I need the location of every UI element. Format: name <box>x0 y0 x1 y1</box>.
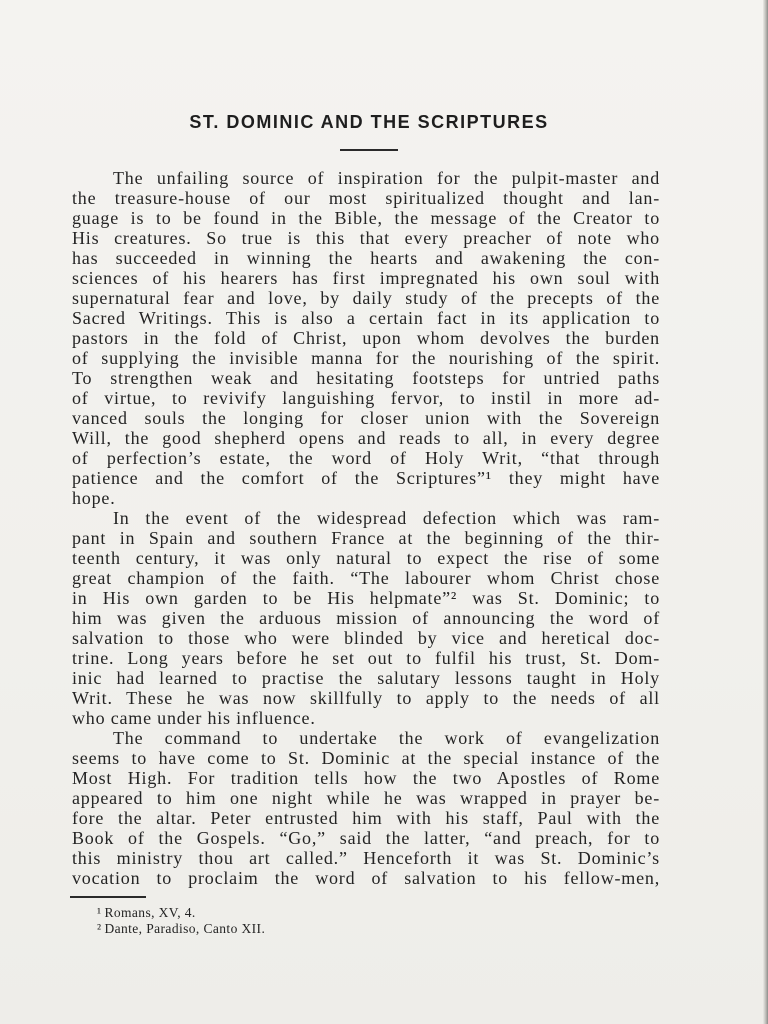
text-line: hope. <box>72 488 116 508</box>
text-line: seems to have come to St. Dominic at the special instance of the <box>72 748 660 768</box>
text-line: vocation to proclaim the word of salvation to his fellow-men, <box>72 868 660 888</box>
text-line: patience and the comfort of the Scriptures”¹ they might have <box>72 468 660 488</box>
text-line: In the event of the widespread defection which was ram- <box>113 508 660 528</box>
text-line: The command to undertake the work of evangelization <box>113 728 660 748</box>
title-divider <box>340 149 398 151</box>
text-line: pastors in the fold of Christ, upon whom devolves the burden <box>72 328 660 348</box>
text-line: Book of the Gospels. “Go,” said the latter, “and preach, for to <box>72 828 660 848</box>
page-edge-shadow <box>763 0 768 1024</box>
text-line: To strengthen weak and hesitating footsteps for untried paths <box>72 368 660 388</box>
text-line: of perfection’s estate, the word of Holy Writ, “that through <box>72 448 660 468</box>
text-line: him was given the arduous mission of announcing the word of <box>72 608 660 628</box>
footnote-text: Romans, XV, 4. <box>104 905 196 920</box>
footnote-divider <box>70 896 146 898</box>
text-line: vanced souls the longing for closer union with the Sovereign <box>72 408 660 428</box>
text-line: Will, the good shepherd opens and reads to all, in every degree <box>72 428 660 448</box>
footnote-mark: ² <box>97 921 102 936</box>
text-line: inic had learned to practise the salutary lessons taught in Holy <box>72 668 660 688</box>
text-line: The unfailing source of inspiration for the pulpit-master and <box>113 168 660 188</box>
footnote-text: Dante, Paradiso, Canto XII. <box>104 921 266 936</box>
text-line: who came under his influence. <box>72 708 316 728</box>
text-line: sciences of his hearers has first impregnated his own soul with <box>72 268 660 288</box>
footnotes <box>97 905 497 937</box>
text-line: salvation to those who were blinded by vice and heretical doc- <box>72 628 660 648</box>
text-line: guage is to be found in the Bible, the message of the Creator to <box>72 208 660 228</box>
footnote-mark: ¹ <box>97 905 102 920</box>
text-line: of virtue, to revivify languishing fervor, to instil in more ad- <box>72 388 660 408</box>
body-text <box>72 168 660 888</box>
chapter-title: ST. DOMINIC AND THE SCRIPTURES <box>189 112 549 132</box>
text-line: Most High. For tradition tells how the two Apostles of Rome <box>72 768 660 788</box>
text-line: His creatures. So true is this that every preacher of note who <box>72 228 660 248</box>
text-line: teenth century, it was only natural to expect the rise of some <box>72 548 660 568</box>
paragraph <box>72 508 660 728</box>
footnote <box>97 921 497 937</box>
text-line: the treasure-house of our most spiritualized thought and lan- <box>72 188 660 208</box>
text-line: pant in Spain and southern France at the beginning of the thir- <box>72 528 660 548</box>
text-line: great champion of the faith. “The labourer whom Christ chose <box>72 568 660 588</box>
text-line: fore the altar. Peter entrusted him with his staff, Paul with the <box>72 808 660 828</box>
footnote <box>97 905 497 921</box>
text-line: Writ. These he was now skillfully to apply to the needs of all <box>72 688 660 708</box>
text-line: this ministry thou art called.” Henceforth it was St. Dominic’s <box>72 848 660 868</box>
paragraph <box>72 728 660 888</box>
text-line: has succeeded in winning the hearts and awakening the con- <box>72 248 660 268</box>
text-line: appeared to him one night while he was wrapped in prayer be- <box>72 788 660 808</box>
text-line: trine. Long years before he set out to fulfil his trust, St. Dom- <box>72 648 660 668</box>
text-line: in His own garden to be His helpmate”² was St. Dominic; to <box>72 588 660 608</box>
text-line: of supplying the invisible manna for the nourishing of the spirit. <box>72 348 660 368</box>
text-line: Sacred Writings. This is also a certain fact in its application to <box>72 308 660 328</box>
paragraph <box>72 168 660 508</box>
text-line: supernatural fear and love, by daily study of the precepts of the <box>72 288 660 308</box>
